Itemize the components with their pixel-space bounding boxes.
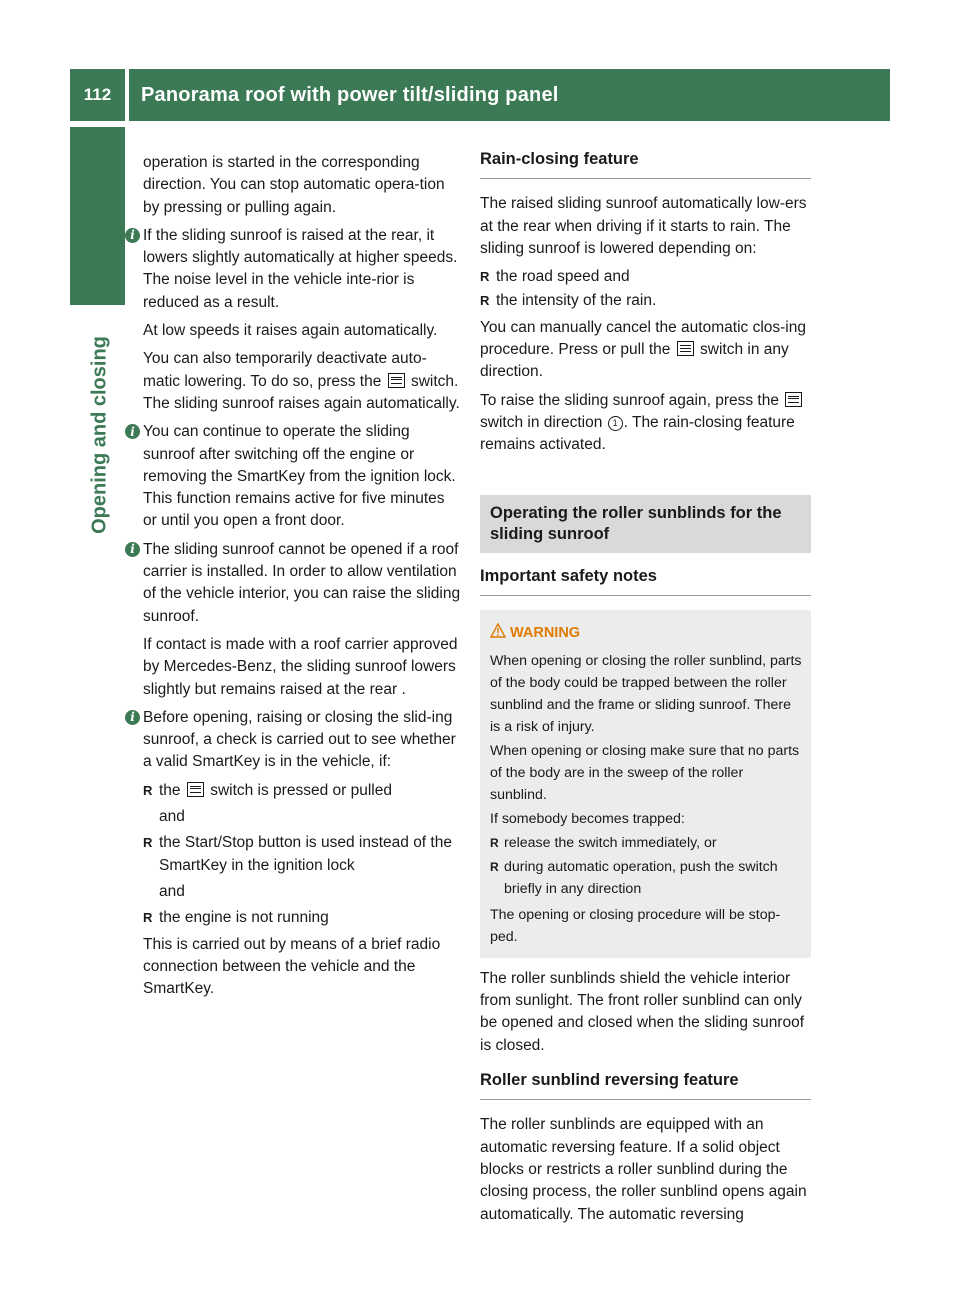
list-item: R the switch is pressed or pulled bbox=[143, 780, 461, 802]
direction-1-icon: 1 bbox=[608, 416, 623, 431]
right-column: Rain-closing feature The raised sliding sunroof automatically low-ers at the rear when driving if it starts to rain. The sliding sunroof is lowered depending on: R the road speed and R the intensity of the rain. You can manually cancel the automatic clos-ing procedure. Press or pull the switch in any direction. To raise the sliding sunroof again, press the switch in direction 1 . The rain-closing feature remains activated. Operating the roller sunblinds for the sliding sunroof Important safety notes WARNING When opening or closing the roller sunblind, parts of the body could be trapped between the roller sunblind and the frame or sliding sunroof. There is a risk of injury. When opening or closing make sure that no parts of the body are in the sweep of the roller sunblind. If somebody becomes trapped: R release the switch immediately, or R during automatic operation, push the switch briefly in any direction The opening or closing procedure will be stop-ped. The roller sunblinds shield the vehicle interior from sunlight. The front roller sunblind can only be opened and closed when the sliding sunroof is closed. Roller sunblind reversing feature The roller sunblinds are equipped with an automatic reversing feature. If a solid object blocks or restricts a roller sunblind during the closing process, the roller sunblind opens again automatically. The automatic reversing bbox=[480, 148, 811, 1232]
condition-list bbox=[143, 780, 461, 802]
switch-icon bbox=[388, 373, 405, 388]
info-note-1: i If the sliding sunroof is raised at the rear, it lowers slightly automatically at higher speeds. The noise level in the vehicle inte-rior is reduced as a result. At low speeds it raises again automatically. You can also temporarily deactivate auto-matic lowering. To do so, press the switch. The sliding sunroof raises again automatically. bbox=[143, 225, 461, 415]
sunblind-paragraph: The roller sunblinds shield the vehicle interior from sunlight. The front roller sunblind can only be opened and closed when the sliding sunroof is closed. bbox=[480, 969, 805, 1054]
chapter-label: Opening and closing bbox=[88, 336, 111, 534]
list-item: R the intensity of the rain. bbox=[480, 290, 811, 312]
info-note-3: i The sliding sunroof cannot be opened if a roof carrier is installed. In order to allow ventilation of the vehicle interior, you can raise the sliding sunroof. If contact is made with a roof carrier approved by Mercedes-Benz, the sliding sunroof lowers slightly but remains raised at the rear . bbox=[143, 539, 461, 701]
list-item: R the road speed and bbox=[480, 266, 811, 288]
warning-triangle-icon bbox=[490, 623, 506, 638]
rain-closing-heading: Rain-closing feature bbox=[480, 148, 811, 179]
info-note-2: i You can continue to operate the sliding sunroof after switching off the engine or removing the SmartKey from the ignition lock. This function remains active for five minutes or until you open a front door. bbox=[143, 421, 461, 532]
info-note-4: i Before opening, raising or closing the slid-ing sunroof, a check is carried out to see whether a valid SmartKey is in the vehicle, if: R the switch is pressed or pulled and R the Start/Stop button is used instead of the SmartKey in the ignition lock and R the engine is not running This is carried out by means of a brief radio connection between the vehicle and the SmartKey. bbox=[143, 707, 461, 1001]
info-icon: i bbox=[125, 424, 140, 439]
switch-icon bbox=[677, 341, 694, 356]
list-item: R release the switch immediately, or bbox=[490, 832, 803, 854]
info-icon: i bbox=[125, 228, 140, 243]
info-icon: i bbox=[125, 542, 140, 557]
intro-paragraph: operation is started in the corresponding direction. You can stop automatic opera-tion by pressing or pulling again. bbox=[143, 154, 445, 216]
info-icon: i bbox=[125, 710, 140, 725]
warning-box: WARNING When opening or closing the roller sunblind, parts of the body could be trapped between the roller sunblind and the frame or sliding sunroof. There is a risk of injury. When opening or closing make sure that no parts of the body are in the sweep of the roller sunblind. If somebody becomes trapped: R release the switch immediately, or R during automatic operation, push the switch briefly in any direction The opening or closing procedure will be stop-ped. bbox=[480, 610, 811, 958]
roller-sunblinds-section-heading: Operating the roller sunblinds for the sliding sunroof bbox=[480, 495, 811, 553]
switch-icon bbox=[785, 392, 802, 407]
list-item: R the engine is not running bbox=[143, 907, 461, 929]
safety-notes-heading: Important safety notes bbox=[480, 565, 811, 596]
section-marker bbox=[70, 127, 125, 305]
switch-icon bbox=[187, 782, 204, 797]
reversing-paragraph: The roller sunblinds are equipped with an automatic reversing feature. If a solid object blocks or restricts a roller sunblind during the closing process, the roller sunblind opens again automatically. The automatic reversing bbox=[480, 1116, 807, 1223]
page-number: 112 bbox=[70, 69, 125, 121]
rain-conditions-list bbox=[480, 266, 811, 313]
left-column bbox=[130, 152, 461, 1006]
warning-title: WARNING bbox=[510, 622, 803, 644]
and-connector: and bbox=[159, 808, 185, 826]
page-title: Panorama roof with power tilt/sliding panel bbox=[129, 69, 890, 121]
list-item: R during automatic operation, push the switch briefly in any direction bbox=[490, 856, 803, 900]
page-header bbox=[70, 69, 890, 121]
and-connector: and bbox=[159, 882, 185, 900]
list-item: R the Start/Stop button is used instead of the SmartKey in the ignition lock bbox=[143, 832, 461, 877]
reversing-feature-heading: Roller sunblind reversing feature bbox=[480, 1069, 811, 1100]
